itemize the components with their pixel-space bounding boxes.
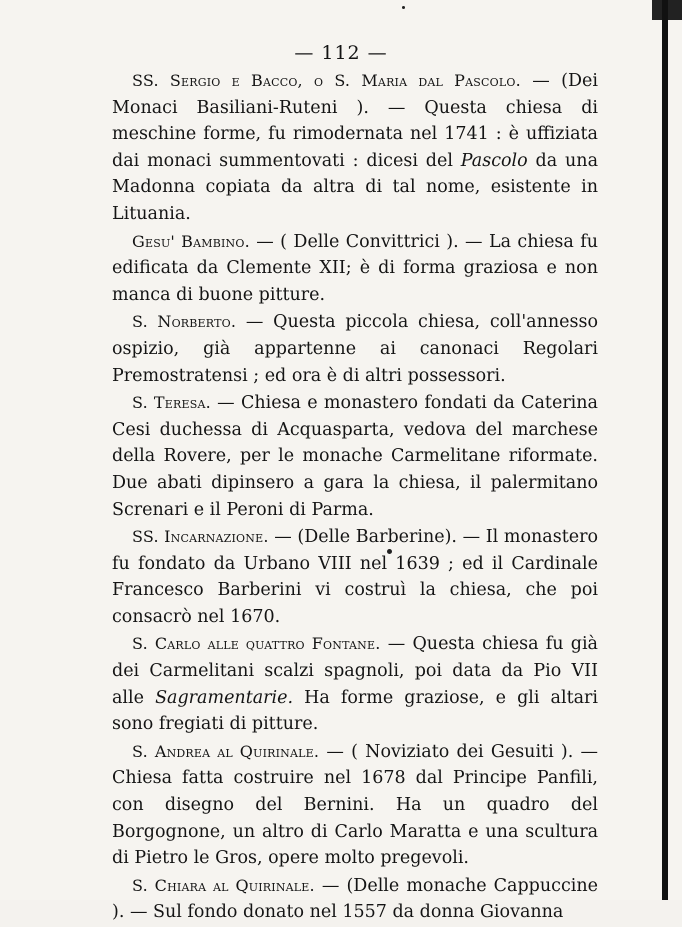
entry-body-tail: Ha forme graziose, e gli altari sono fregiati di pitture. bbox=[112, 687, 598, 735]
entry-title: S. Carlo alle quattro Fontane. bbox=[132, 634, 381, 654]
entry-title: S. Teresa. bbox=[132, 393, 211, 413]
ink-speck bbox=[387, 549, 392, 554]
entry-title: S. Norberto. bbox=[132, 312, 237, 332]
entry-body: — (Dei Monaci Basiliani-Ruteni ). — Questa chiesa di meschine forme, fu rimodernata nel 1741 : è uffiziata dai monaci summentovati : dicesi del bbox=[112, 71, 598, 171]
ink-speck bbox=[402, 6, 405, 9]
entry-italic: Pascolo bbox=[460, 150, 528, 171]
entry-body: — ( Delle Convittrici ). — La chiesa fu edificata da Clemente XII; è di forma graziosa e non manca di buone pitture. bbox=[112, 231, 598, 305]
entry-body: — Questa piccola chiesa, coll'annesso ospizio, già appartenne ai canonaci Regolari Premostratensi ; ed ora è di altri possessori. bbox=[112, 312, 598, 386]
entry-body: — (Delle monache Cappuccine ). — Sul fondo donato nel 1557 da donna Giovanna bbox=[112, 875, 598, 923]
entry-s-carlo bbox=[112, 631, 598, 737]
entry-title: SS. Sergio e Bacco, o S. Maria dal Pascolo. bbox=[132, 71, 521, 90]
page-number: — 112 — bbox=[294, 42, 388, 64]
entry-s-teresa bbox=[112, 390, 598, 523]
entry-ss-sergio-e-bacco bbox=[112, 68, 598, 228]
entry-title: Gesu' Bambino. bbox=[132, 231, 250, 251]
entry-body: — (Delle Barberine). — Il monastero fu fondato da Urbano VIII nel 1639 ; ed il Cardinale Francesco Barberini vi costruì la chiesa, che poi consacrò nel 1670. bbox=[112, 527, 598, 627]
entry-body: — Chiesa e monastero fondati da Caterina Cesi duchessa di Acquasparta, vedova del marchese della Rovere, per le monache Carmelitane riformate. Due abati dipinsero a gara la chiesa, il palermitano Screnari e il Peroni di Parma. bbox=[112, 393, 598, 520]
entry-s-norberto bbox=[112, 309, 598, 389]
entry-ss-incarnazione bbox=[112, 524, 598, 630]
entry-italic: Sagramentarie. bbox=[155, 687, 294, 708]
scan-edge-right bbox=[662, 0, 668, 900]
entry-title: S. Chiara al Quirinale. bbox=[132, 875, 315, 895]
entry-body: — Questa chiesa fu già dei Carmelitani scalzi spagnoli, poi data da Pio VII alle bbox=[112, 634, 598, 708]
entry-title: SS. Incarnazione. bbox=[132, 527, 269, 547]
entry-body-tail: da una Madonna copiata da altra di tal nome, esistente in Lituania. bbox=[112, 150, 598, 224]
entry-s-chiara bbox=[112, 873, 598, 926]
entry-body: — ( Noviziato dei Gesuiti ). — Chiesa fatta costruire nel 1678 dal Principe Panfili, con disegno del Bernini. Ha un quadro del Borgognone, un altro di Carlo Maratta e una scultura di Pietro le Gros, opere molto pregevoli. bbox=[112, 741, 599, 869]
entry-s-andrea bbox=[112, 739, 598, 872]
page-text bbox=[112, 68, 598, 927]
entry-gesu-bambino bbox=[112, 229, 598, 309]
entry-title: S. Andrea al Quirinale. bbox=[132, 741, 320, 761]
